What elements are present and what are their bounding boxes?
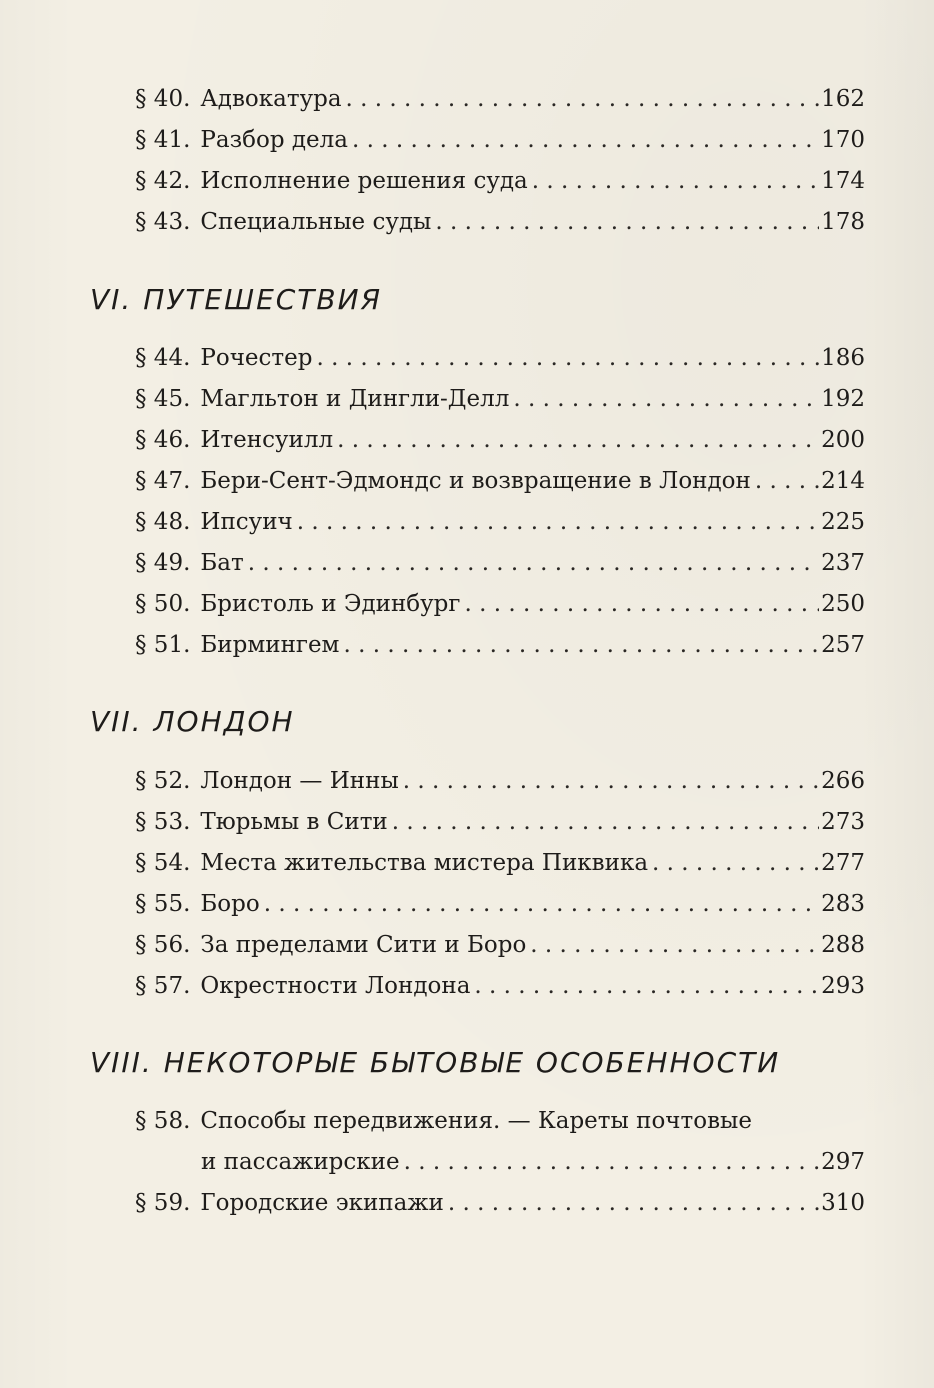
leader-dots — [346, 79, 820, 119]
leader-dots — [297, 502, 819, 542]
leader-dots — [530, 925, 819, 965]
entry-title: Итенсуилл — [200, 427, 334, 453]
entry-title: Исполнение решения суда — [200, 168, 528, 194]
toc-entry-47[interactable] — [135, 461, 865, 501]
page-number: 200 — [821, 427, 865, 453]
toc-entry-43[interactable] — [135, 202, 865, 242]
toc-entry-52[interactable] — [135, 761, 865, 801]
entry-title: Адвокатура — [200, 86, 342, 112]
section-number: § 54. — [135, 850, 191, 876]
entry-title: Специальные суды — [200, 209, 432, 235]
leader-dots — [532, 161, 819, 201]
section-number: § 47. — [135, 468, 191, 494]
toc-entry-55[interactable] — [135, 884, 865, 924]
page-number: 273 — [821, 809, 865, 835]
page-number: 174 — [821, 168, 865, 194]
page-number: 225 — [821, 509, 865, 535]
entry-title: Магльтон и Дингли-Делл — [200, 386, 510, 412]
leader-dots — [264, 884, 819, 924]
page-number: 178 — [821, 209, 865, 235]
section-number: § 43. — [135, 209, 191, 235]
toc-entry-40[interactable] — [135, 79, 865, 119]
section-number: § 41. — [135, 127, 191, 153]
leader-dots — [435, 202, 819, 242]
toc-entry-42[interactable] — [135, 161, 865, 201]
entry-title: Ипсуич — [200, 509, 293, 535]
toc-entry-44[interactable] — [135, 338, 865, 378]
section-number: § 53. — [135, 809, 191, 835]
section-number: § 44. — [135, 345, 191, 371]
entry-title: Бат — [200, 550, 244, 576]
leader-dots — [316, 338, 819, 378]
leader-dots — [448, 1183, 819, 1223]
page-number: 250 — [821, 591, 865, 617]
section-number: § 57. — [135, 973, 191, 999]
page-number: 186 — [821, 345, 865, 371]
leader-dots — [352, 120, 819, 160]
toc-entry-58[interactable] — [135, 1101, 865, 1141]
leader-dots — [403, 761, 819, 801]
toc-entry-59[interactable] — [135, 1183, 865, 1223]
section-number: § 59. — [135, 1190, 191, 1216]
section-number: § 42. — [135, 168, 191, 194]
toc-entry-41[interactable] — [135, 120, 865, 160]
toc-entry-49[interactable] — [135, 543, 865, 583]
page-number: 297 — [821, 1149, 865, 1175]
toc-entry-57[interactable] — [135, 966, 865, 1006]
toc-entry-56[interactable] — [135, 925, 865, 965]
toc-entry-46[interactable] — [135, 420, 865, 460]
entry-title: Городские экипажи — [200, 1190, 444, 1216]
leader-dots — [337, 420, 819, 460]
section-number: § 55. — [135, 891, 191, 917]
entry-title: Разбор дела — [200, 127, 348, 153]
toc-entry-48[interactable] — [135, 502, 865, 542]
page-number: 288 — [821, 932, 865, 958]
section-number: § 49. — [135, 550, 191, 576]
toc-entry-45[interactable] — [135, 379, 865, 419]
section-number: § 50. — [135, 591, 191, 617]
toc-entry-51[interactable] — [135, 625, 865, 665]
leader-dots — [474, 966, 819, 1006]
leader-dots — [652, 843, 819, 883]
section-number: § 40. — [135, 86, 191, 112]
page-number: 257 — [821, 632, 865, 658]
section-number: § 45. — [135, 386, 191, 412]
entry-title: Бристоль и Эдинбург — [200, 591, 461, 617]
entry-title: Способы передвижения. — Кареты почтовые — [200, 1108, 752, 1134]
leader-dots — [392, 802, 819, 842]
leader-dots — [248, 543, 819, 583]
entry-title: Лондон — Инны — [200, 768, 399, 794]
entry-title: Боро — [200, 891, 260, 917]
page-number: 214 — [821, 468, 865, 494]
page-number: 162 — [821, 86, 865, 112]
toc-entry-54[interactable] — [135, 843, 865, 883]
entry-title: За пределами Сити и Боро — [200, 932, 527, 958]
entry-title: Бери-Сент-Эдмондс и возвращение в Лондон — [200, 468, 751, 494]
section-number: § 51. — [135, 632, 191, 658]
page-number: 192 — [821, 386, 865, 412]
page-number: 293 — [821, 973, 865, 999]
entry-title: Тюрьмы в Сити — [200, 809, 388, 835]
page-number: 266 — [821, 768, 865, 794]
page-number: 283 — [821, 891, 865, 917]
section-number: § 48. — [135, 509, 191, 535]
leader-dots — [404, 1142, 820, 1182]
entry-title-continuation: и пассажирские — [201, 1149, 400, 1175]
page-number: 277 — [821, 850, 865, 876]
entry-title: Бирмингем — [200, 632, 340, 658]
entry-title: Рочестер — [200, 345, 313, 371]
chapter-heading-vii: VII. ЛОНДОН — [90, 705, 295, 738]
toc-entry-58-continuation[interactable] — [135, 1142, 865, 1182]
leader-dots — [513, 379, 819, 419]
chapter-heading-vi: VI. ПУТЕШЕСТВИЯ — [90, 283, 383, 316]
page-number: 170 — [821, 127, 865, 153]
page-number: 310 — [821, 1190, 865, 1216]
toc-entry-53[interactable] — [135, 802, 865, 842]
entry-title: Места жительства мистера Пиквика — [200, 850, 649, 876]
section-number: § 58. — [135, 1108, 191, 1134]
section-number: § 56. — [135, 932, 191, 958]
toc-entry-50[interactable] — [135, 584, 865, 624]
leader-dots — [343, 625, 819, 665]
section-number: § 52. — [135, 768, 191, 794]
chapter-heading-viii: VIII. НЕКОТОРЫЕ БЫТОВЫЕ ОСОБЕННОСТИ — [90, 1046, 781, 1079]
entry-title: Окрестности Лондона — [200, 973, 471, 999]
page-number: 237 — [821, 550, 865, 576]
leader-dots — [755, 461, 819, 501]
section-number: § 46. — [135, 427, 191, 453]
leader-dots — [464, 584, 819, 624]
